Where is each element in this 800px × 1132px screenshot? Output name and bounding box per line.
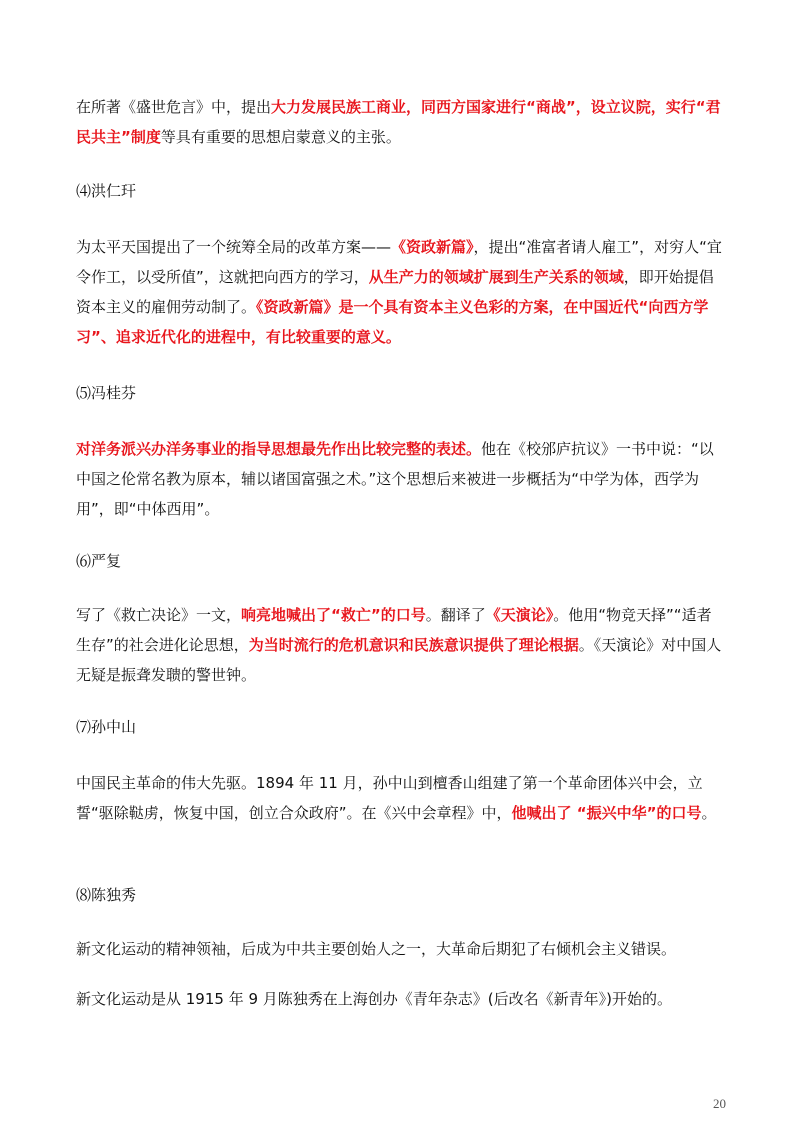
body-text: 写了《救亡决论》一文， <box>76 606 242 624</box>
paragraph-chen-duxiu-2 <box>76 984 726 1014</box>
paragraph-feng-guifen <box>76 434 726 524</box>
body-text: ，即开始提倡资本主义的雇佣劳动制了。 <box>76 268 714 316</box>
paragraph-yan-fu <box>76 600 726 690</box>
paragraph-zheng-guanying <box>76 92 726 152</box>
highlighted-text: 《资政新篇》 <box>391 238 474 256</box>
highlighted-text: 《资政新篇》是一个具有资本主义色彩的方案，在中国近代“向西方学习”、追求近代化的进程中，有比较重要的意义。 <box>76 298 709 346</box>
body-text: 。翻译了 <box>425 606 486 624</box>
heading-hong-rengan: ⑷洪仁玕 <box>76 182 137 200</box>
body-text: 为太平天国提出了一个统筹全局的改革方案—— <box>76 238 392 256</box>
body-text: 。 <box>701 804 717 822</box>
page-number: 20 <box>713 1096 726 1111</box>
body-text: 中国民主革命的伟大先驱。1894 年 11 月，孙中山到檀香山组建了第一个革命团体兴中会，立誓“驱除鞑虏，恢复中国，创立合众政府”。在《兴中会章程》中， <box>76 774 703 822</box>
highlighted-text: 响亮地喊出了“救亡”的口号 <box>241 606 426 624</box>
body-text: 。他用“物竞天择”“适者生存”的社会进化论思想， <box>76 606 712 654</box>
highlighted-text: 对洋务派兴办洋务事业的指导思想最先作出比较完整的表述。 <box>76 440 482 458</box>
heading-feng-guifen: ⑸冯桂芬 <box>76 384 137 402</box>
highlighted-text: 从生产力的领域扩展到生产关系的领域 <box>368 268 624 286</box>
heading-yan-fu: ⑹严复 <box>76 552 122 570</box>
highlighted-text: 大力发展民族工商业，同西方国家进行“商战”，设立议院，实行“君民共主”制度 <box>76 98 721 146</box>
body-text: 等具有重要的思想启蒙意义的主张。 <box>160 128 401 146</box>
body-text: 在所著《盛世危言》中，提出 <box>76 98 272 116</box>
highlighted-text: 他喊出了 “振兴中华”的口号 <box>511 804 702 822</box>
highlighted-text: 《天演论》 <box>485 606 554 624</box>
body-text: ，提出“准富者请人雇工”，对穷人“宜令作工，以受所值”，这就把向西方的学习， <box>76 238 722 286</box>
body-text: 新文化运动是从 1915 年 9 月陈独秀在上海创办《青年杂志》(后改名《新青年》)开始的。 <box>76 990 672 1008</box>
highlighted-text: 为当时流行的危机意识和民族意识提供了理论根据 <box>248 636 579 654</box>
body-text: 。《天演论》对中国人无疑是振聋发聩的警世钟。 <box>76 636 722 684</box>
paragraph-hong-rengan <box>76 232 726 352</box>
paragraph-sun-zhongshan <box>76 768 726 828</box>
heading-sun-zhongshan: ⑺孙中山 <box>76 718 137 736</box>
paragraph-chen-duxiu-1 <box>76 934 726 964</box>
body-text: 他在《校邠庐抗议》一书中说：“以中国之伦常名教为原本，辅以诸国富强之术。”这个思想后来被进一步概括为“中学为体，西学为用”，即“中体西用”。 <box>76 440 714 518</box>
body-text: 新文化运动的精神领袖，后成为中共主要创始人之一，大革命后期犯了右倾机会主义错误。 <box>76 940 677 958</box>
heading-chen-duxiu: ⑻陈独秀 <box>76 886 137 904</box>
